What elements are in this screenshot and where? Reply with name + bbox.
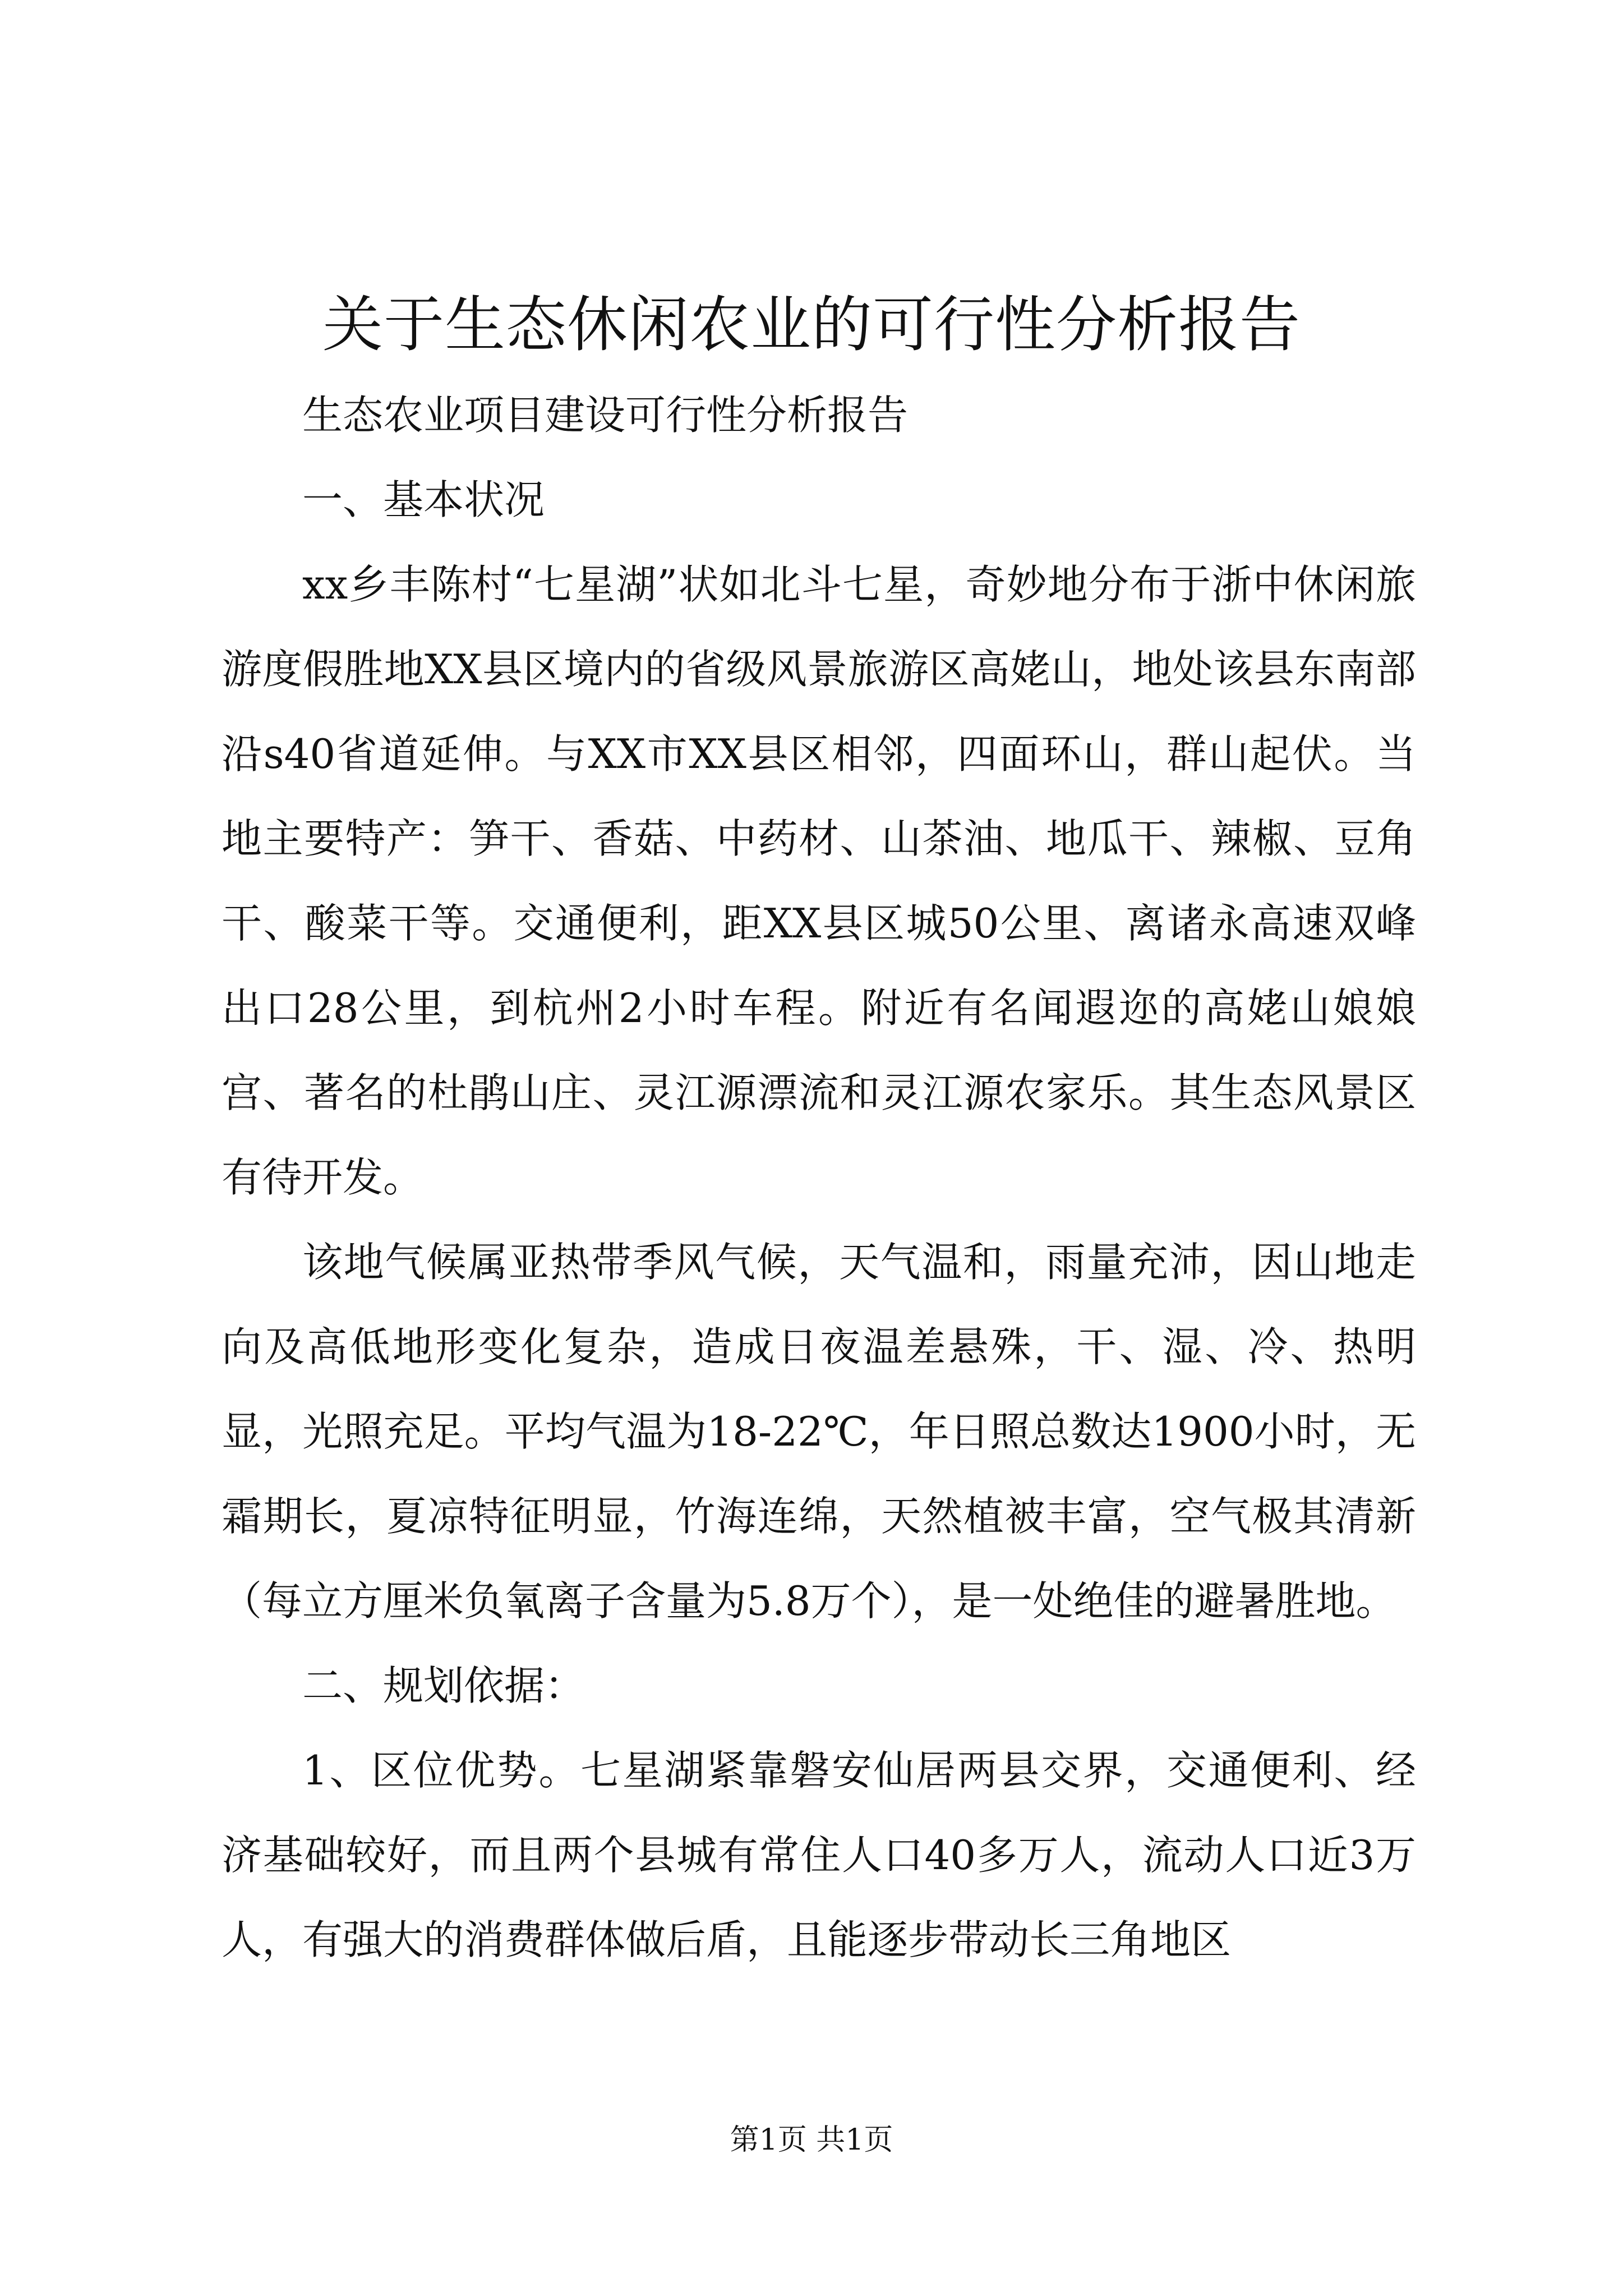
document-title: 关于生态休闲农业的可行性分析报告 bbox=[322, 290, 1301, 360]
paragraph-climate: 该地气候属亚热带季风气候，天气温和，雨量充沛，因山地走向及高低地形变化复杂，造成日夜温差悬殊，干、湿、冷、热明显，光照充足。平均气温为18-22℃，年日照总数达1900小时，无霜期长，夏凉特征明显，竹海连绵，天然植被丰富，空气极其清新（每立方厘米负氧离子含量为5.8万个），是一处绝佳的避暑胜地。 bbox=[222, 1239, 1416, 1625]
page-footer: 第1页 共1页 bbox=[730, 2123, 893, 2157]
section-heading-planning-basis: 二、规划依据： bbox=[302, 1662, 585, 1709]
paragraph-location: xx乡丰陈村“七星湖”状如北斗七星，奇妙地分布于浙中休闲旅游度假胜地XX县区境内的省级风景旅游区高姥山，地处该县东南部沿s40省道延伸。与XX市XX县区相邻，四面环山，群山起伏。当地主要特产：笋干、香菇、中药材、山茶油、地瓜干、辣椒、豆角干、酸菜干等。交通便利，距XX县区城50公里、离诸永高速双峰出口28公里，到杭州2小时车程。附近有名闻遐迩的高姥山娘娘宫、著名的杜鹃山庄、灵江源漂流和灵江源农家乐。其生态风景区有待开发。 bbox=[222, 561, 1416, 1201]
subtitle-paragraph: 生态农业项目建设可行性分析报告 bbox=[302, 392, 909, 439]
paragraph-location-advantage: 1、区位优势。七星湖紧靠磐安仙居两县交界，交通便利、经济基础较好，而且两个县城有常住人口40多万人，流动人口近3万人，有强大的消费群体做后盾，且能逐步带动长三角地区 bbox=[222, 1747, 1416, 1963]
section-heading-basic-situation: 一、基本状况 bbox=[302, 476, 545, 523]
document-body bbox=[222, 373, 1416, 1982]
